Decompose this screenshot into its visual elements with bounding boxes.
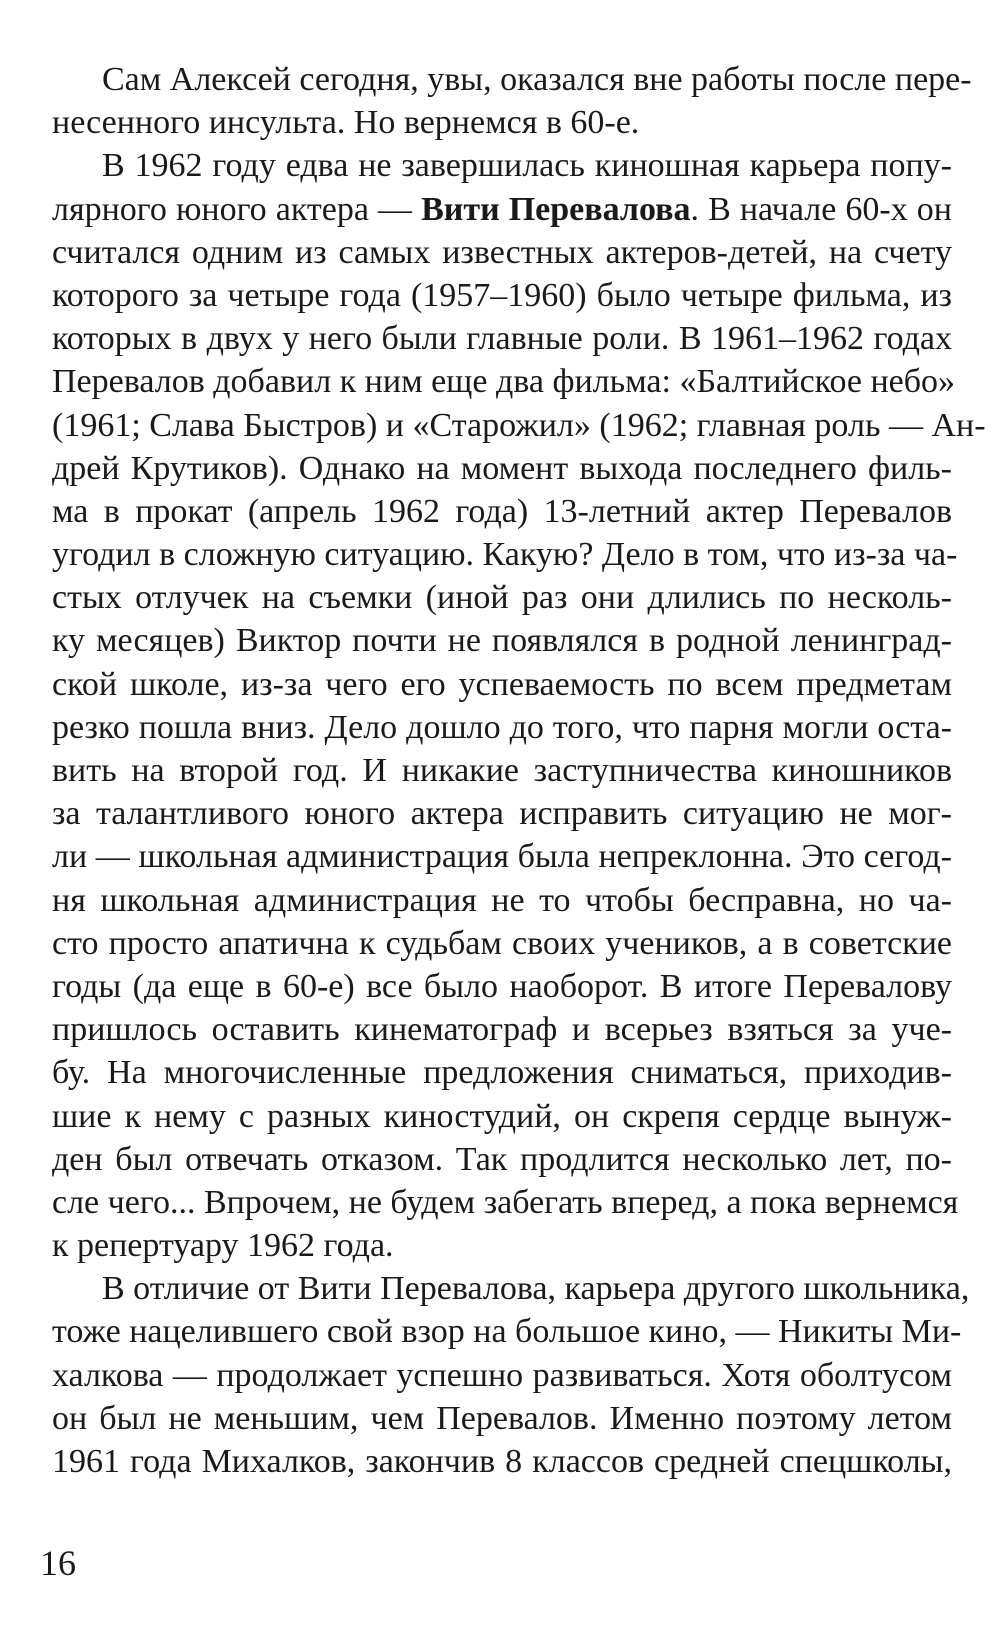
text-line: пришлось оставить кинематограф и всерьез взяться за уче- bbox=[52, 1011, 952, 1049]
text-line: дрей Крутиков). Однако на момент выхода последнего филь- bbox=[52, 449, 952, 487]
text-line: В отличие от Вити Перевалова, карьера другого школьника, bbox=[102, 1270, 970, 1308]
text-line: тоже нацелившего свой взор на большое кино, — Никиты Ми- bbox=[52, 1313, 962, 1351]
text-line: халкова — продолжает успешно развиваться. Хотя оболтусом bbox=[52, 1356, 952, 1394]
paragraph-1 bbox=[52, 58, 972, 144]
text-line: Сам Алексей сегодня, увы, оказался вне работы после пере- bbox=[102, 61, 972, 98]
text-line: угодил в сложную ситуацию. Какую? Дело в том, что из-за ча- bbox=[52, 536, 958, 574]
text-line: бу. На многочисленные предложения сниматься, приходив- bbox=[52, 1054, 952, 1092]
text-line: ня школьная администрация не то чтобы бесправна, но ча- bbox=[52, 881, 952, 919]
text-line: ли — школьная администрация была непреклонна. Это сегод- bbox=[52, 838, 952, 876]
text-line: 1961 года Михалков, закончив 8 классов средней спецшколы, bbox=[52, 1443, 952, 1480]
text-line: ской школе, из-за чего его успеваемость по всем предметам bbox=[52, 665, 952, 703]
text-line: сле чего... Впрочем, не будем забегать вперед, а пока вернемся bbox=[52, 1183, 959, 1221]
text-line: шие к нему с разных киностудий, он скрепя сердце вынуж- bbox=[52, 1097, 952, 1135]
text-line: он был не меньшим, чем Перевалов. Именно поэтому летом bbox=[52, 1399, 952, 1437]
text-fragment: . В начале 60-х он bbox=[690, 190, 952, 228]
paragraph-3 bbox=[52, 1267, 970, 1483]
text-line: которых в двух у него были главные роли. В 1961–1962 годах bbox=[52, 320, 952, 358]
text-line: которого за четыре года (1957–1960) было четыре фильма, из bbox=[52, 276, 952, 314]
text-line: ку месяцев) Виктор почти не появлялся в родной ленинград- bbox=[52, 622, 952, 660]
paragraph-2 bbox=[52, 144, 986, 1267]
page-body bbox=[52, 58, 986, 1483]
text-line: ден был отвечать отказом. Так продлится несколько лет, по- bbox=[52, 1140, 952, 1178]
text-line: (1961; Слава Быстров) и «Старожил» (1962; главная роль — Ан- bbox=[52, 406, 986, 444]
text-line: стых отлучек на съемки (иной раз они длились по несколь- bbox=[52, 579, 952, 617]
text-line: считался одним из самых известных актеров-детей, на счету bbox=[52, 233, 952, 271]
text-line: за талантливого юного актера исправить ситуацию не мог- bbox=[52, 795, 952, 833]
text-line-with-name bbox=[52, 188, 952, 231]
text-line: Перевалов добавил к ним еще два фильма: «Балтийское небо» bbox=[52, 363, 956, 401]
text-fragment: лярного юного актера — bbox=[52, 190, 422, 228]
text-line: годы (да еще в 60-е) все было наоборот. В итоге Перевалову bbox=[52, 967, 952, 1005]
page-number: 16 bbox=[40, 1543, 76, 1583]
text-line: сто просто апатична к судьбам своих учеников, а в советские bbox=[52, 924, 952, 962]
text-line: несенного инсульта. Но вернемся в 60-е. bbox=[52, 104, 640, 142]
text-line: В 1962 году едва не завершилась киношная карьера попу- bbox=[102, 147, 952, 185]
text-line: вить на второй год. И никакие заступничества киношников bbox=[52, 752, 952, 789]
bold-name: Вити Перевалова bbox=[421, 190, 691, 228]
text-line: резко пошла вниз. Дело дошло до того, что парня могли оста- bbox=[52, 708, 952, 746]
text-line: ма в прокат (апрель 1962 года) 13-летний актер Перевалов bbox=[52, 492, 952, 530]
text-line: к репертуару 1962 года. bbox=[52, 1227, 394, 1265]
